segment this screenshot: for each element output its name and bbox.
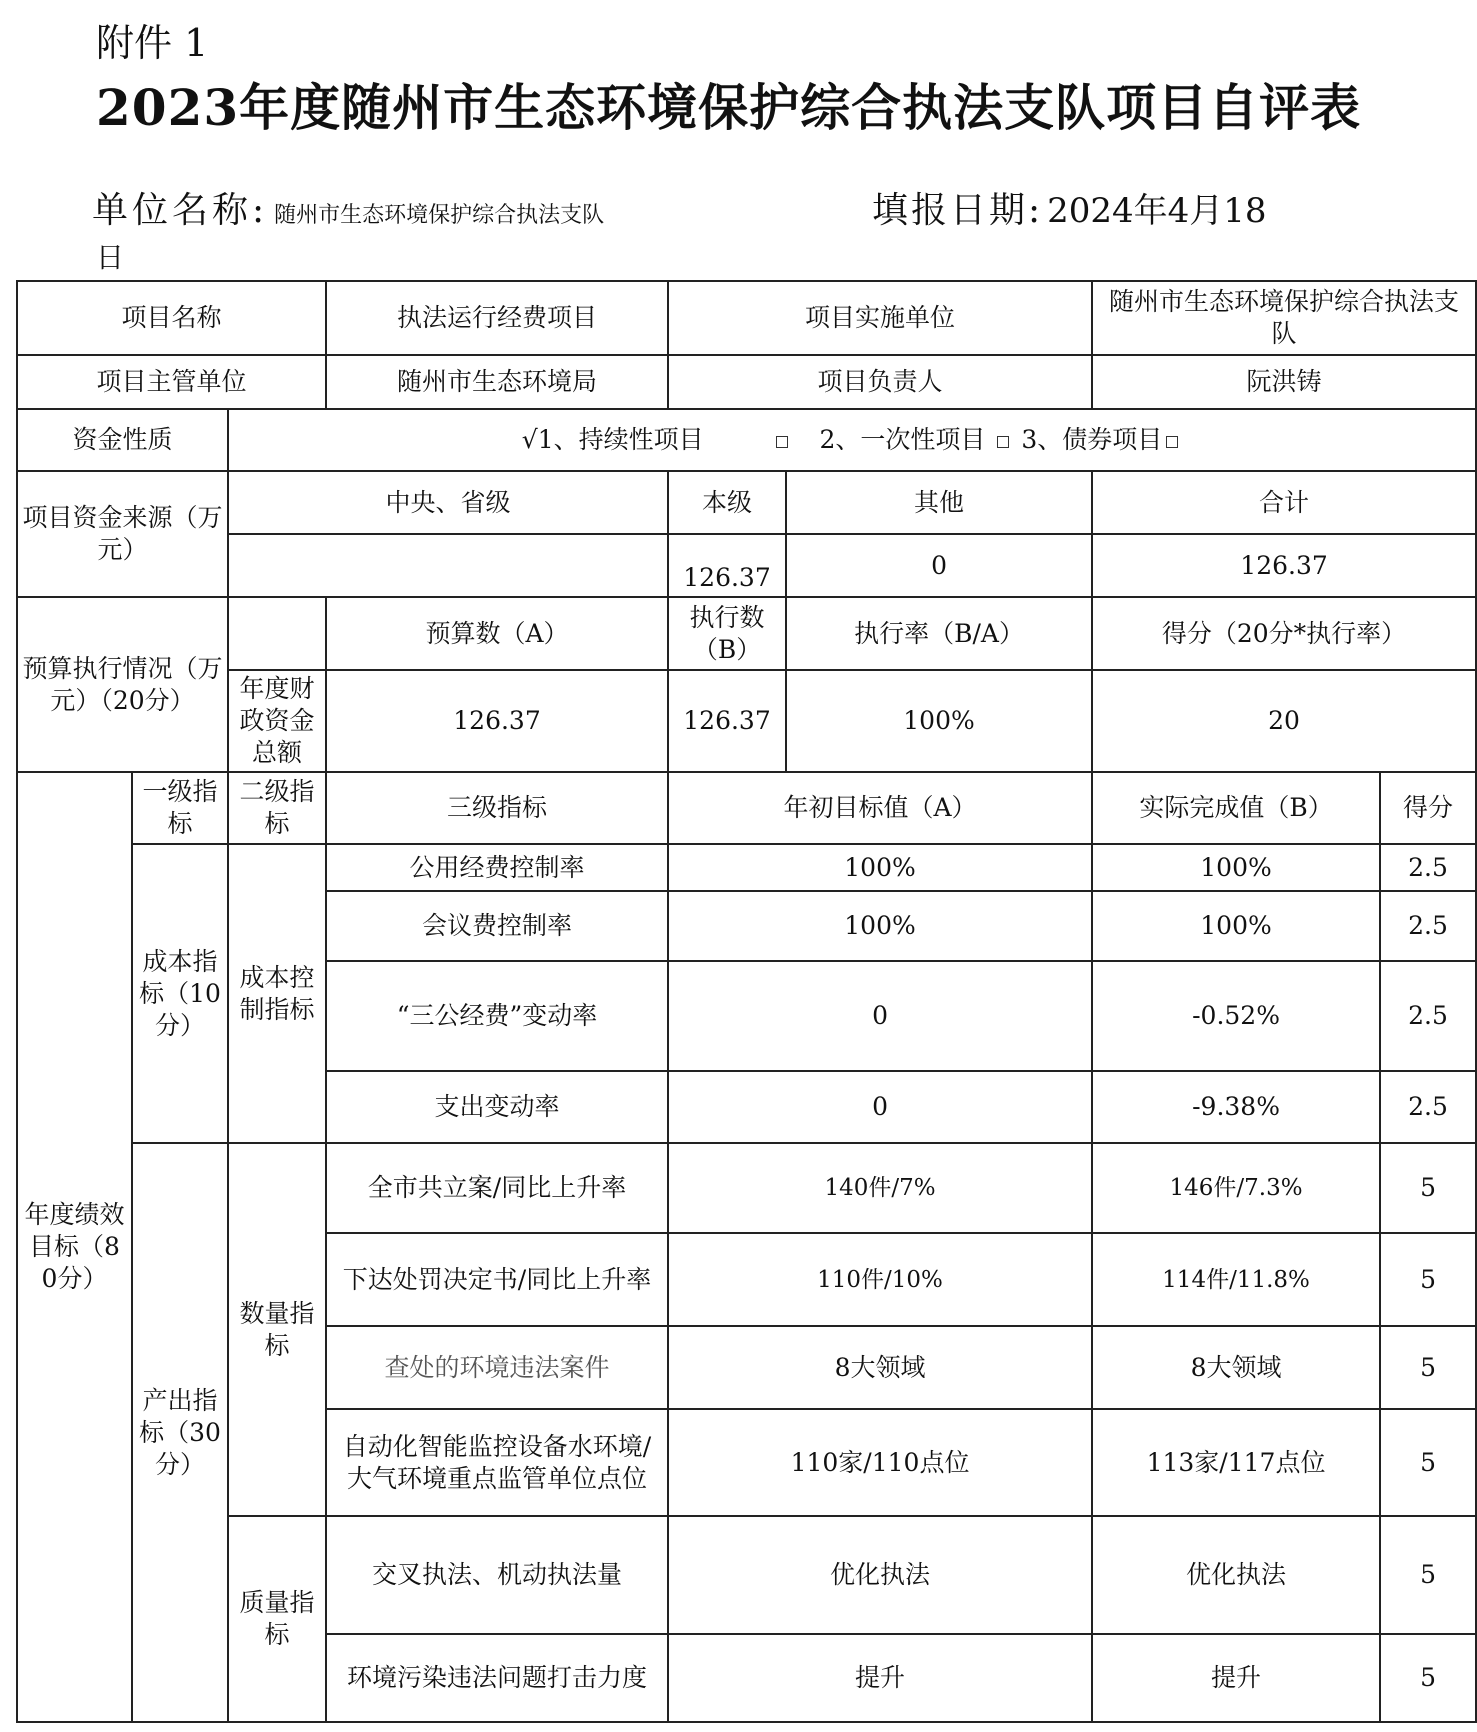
table-row — [17, 597, 1476, 670]
unit-info-line — [92, 182, 1292, 233]
fill-date — [872, 182, 1267, 233]
table-row — [17, 534, 1476, 597]
performance-goal-label: 年度绩效目标（80分） — [17, 772, 132, 1722]
target-value: 140件/7% — [668, 1143, 1092, 1233]
indicator-name: 会议费控制率 — [326, 891, 668, 961]
fund-option-1: √1、持续性项目 — [521, 425, 704, 454]
fund-nature-options — [228, 409, 1476, 471]
header-level3: 三级指标 — [326, 772, 668, 844]
checkbox-icon — [1166, 436, 1178, 448]
score-value: 2.5 — [1380, 891, 1476, 961]
fund-option-2: 2、一次性项目 — [819, 425, 986, 454]
project-name-value: 执法运行经费项目 — [326, 281, 668, 355]
target-value: 110件/10% — [668, 1233, 1092, 1326]
target-value: 0 — [668, 1071, 1092, 1143]
score-value: 5 — [1380, 1143, 1476, 1233]
cost-control-label: 成本控制指标 — [228, 844, 326, 1143]
unit-name-value: 随州市生态环境保护综合执法支队 — [274, 203, 605, 228]
exec-value: 126.37 — [668, 670, 786, 772]
leader-label: 项目负责人 — [668, 355, 1092, 409]
table-row — [17, 844, 1476, 891]
fill-date-label: 填报日期: — [872, 190, 1044, 231]
budget-value: 126.37 — [326, 670, 668, 772]
target-value: 0 — [668, 961, 1092, 1071]
impl-unit-label: 项目实施单位 — [668, 281, 1092, 355]
funding-val-total: 126.37 — [1092, 534, 1476, 597]
target-value: 8大领域 — [668, 1326, 1092, 1409]
actual-value: -9.38% — [1092, 1071, 1380, 1143]
cost-indicator-label: 成本指标（10分） — [132, 844, 228, 1143]
fund-nature-label: 资金性质 — [17, 409, 228, 471]
actual-value: 113家/117点位 — [1092, 1409, 1380, 1516]
indicator-name: 交叉执法、机动执法量 — [326, 1516, 668, 1634]
budget-col-exec: 执行数（B） — [668, 597, 786, 670]
header-score: 得分 — [1380, 772, 1476, 844]
table-row — [17, 772, 1476, 844]
indicator-name: “三公经费”变动率 — [326, 961, 668, 1071]
indicator-name: 查处的环境违法案件 — [326, 1326, 668, 1409]
budget-col-score: 得分（20分*执行率） — [1092, 597, 1476, 670]
target-value: 100% — [668, 891, 1092, 961]
indicator-name: 自动化智能监控设备水环境/大气环境重点监管单位点位 — [326, 1409, 668, 1516]
funding-col-other: 其他 — [786, 471, 1092, 534]
indicator-name: 全市共立案/同比上升率 — [326, 1143, 668, 1233]
table-row — [17, 281, 1476, 355]
fill-date-day: 日 — [96, 241, 125, 274]
project-name-label: 项目名称 — [17, 281, 326, 355]
funding-val-local: 126.37 — [668, 534, 786, 597]
table-row — [17, 670, 1476, 772]
table-row — [17, 409, 1476, 471]
table-row — [17, 471, 1476, 534]
header-actual: 实际完成值（B） — [1092, 772, 1380, 844]
score-value: 5 — [1380, 1634, 1476, 1722]
checkbox-icon — [776, 436, 788, 448]
actual-value: 优化执法 — [1092, 1516, 1380, 1634]
score-value: 2.5 — [1380, 961, 1476, 1071]
indicator-name: 支出变动率 — [326, 1071, 668, 1143]
table-row — [17, 355, 1476, 409]
exec-rate-value: 100% — [786, 670, 1092, 772]
actual-value: 提升 — [1092, 1634, 1380, 1722]
fill-date-value: 2024年4月18 — [1047, 191, 1267, 231]
score-value: 2.5 — [1380, 844, 1476, 891]
budget-score-value: 20 — [1092, 670, 1476, 772]
quality-indicator-label: 质量指标 — [228, 1516, 326, 1722]
table-row — [17, 1516, 1476, 1634]
header-target: 年初目标值（A） — [668, 772, 1092, 844]
header-level2: 二级指标 — [228, 772, 326, 844]
funding-val-central — [228, 534, 668, 597]
indicator-name: 环境污染违法问题打击力度 — [326, 1634, 668, 1722]
impl-unit-value: 随州市生态环境保护综合执法支队 — [1092, 281, 1476, 355]
score-value: 5 — [1380, 1409, 1476, 1516]
indicator-name: 公用经费控制率 — [326, 844, 668, 891]
unit-name-label: 单位名称: — [92, 190, 269, 231]
budget-row-label: 年度财政资金总额 — [228, 670, 326, 772]
self-evaluation-table — [16, 280, 1477, 1723]
funding-col-central: 中央、省级 — [228, 471, 668, 534]
target-value: 优化执法 — [668, 1516, 1092, 1634]
score-value: 5 — [1380, 1516, 1476, 1634]
actual-value: 8大领域 — [1092, 1326, 1380, 1409]
actual-value: 114件/11.8% — [1092, 1233, 1380, 1326]
target-value: 100% — [668, 844, 1092, 891]
funding-val-other: 0 — [786, 534, 1092, 597]
target-value: 提升 — [668, 1634, 1092, 1722]
supervisor-value: 随州市生态环境局 — [326, 355, 668, 409]
actual-value: -0.52% — [1092, 961, 1380, 1071]
score-value: 5 — [1380, 1233, 1476, 1326]
supervisor-label: 项目主管单位 — [17, 355, 326, 409]
indicator-name: 下达处罚决定书/同比上升率 — [326, 1233, 668, 1326]
actual-value: 100% — [1092, 844, 1380, 891]
budget-blank-cell — [228, 597, 326, 670]
header-level1: 一级指标 — [132, 772, 228, 844]
table-row — [17, 1143, 1476, 1233]
funding-col-local: 本级 — [668, 471, 786, 534]
budget-exec-label: 预算执行情况（万元）（20分） — [17, 597, 228, 772]
quantity-indicator-label: 数量指标 — [228, 1143, 326, 1516]
checkbox-icon — [997, 436, 1009, 448]
fund-option-3: 3、债券项目 — [1021, 425, 1163, 454]
leader-value: 阮洪铸 — [1092, 355, 1476, 409]
score-value: 5 — [1380, 1326, 1476, 1409]
attachment-label: 附件 1 — [96, 21, 209, 65]
budget-col-rate: 执行率（B/A） — [786, 597, 1092, 670]
page-title: 2023年度随州市生态环境保护综合执法支队项目自评表 — [96, 78, 1362, 137]
score-value: 2.5 — [1380, 1071, 1476, 1143]
target-value: 110家/110点位 — [668, 1409, 1092, 1516]
funding-col-total: 合计 — [1092, 471, 1476, 534]
output-indicator-label: 产出指标（30分） — [132, 1143, 228, 1722]
actual-value: 100% — [1092, 891, 1380, 961]
funding-source-label: 项目资金来源（万元） — [17, 471, 228, 597]
actual-value: 146件/7.3% — [1092, 1143, 1380, 1233]
budget-col-budget: 预算数（A） — [326, 597, 668, 670]
